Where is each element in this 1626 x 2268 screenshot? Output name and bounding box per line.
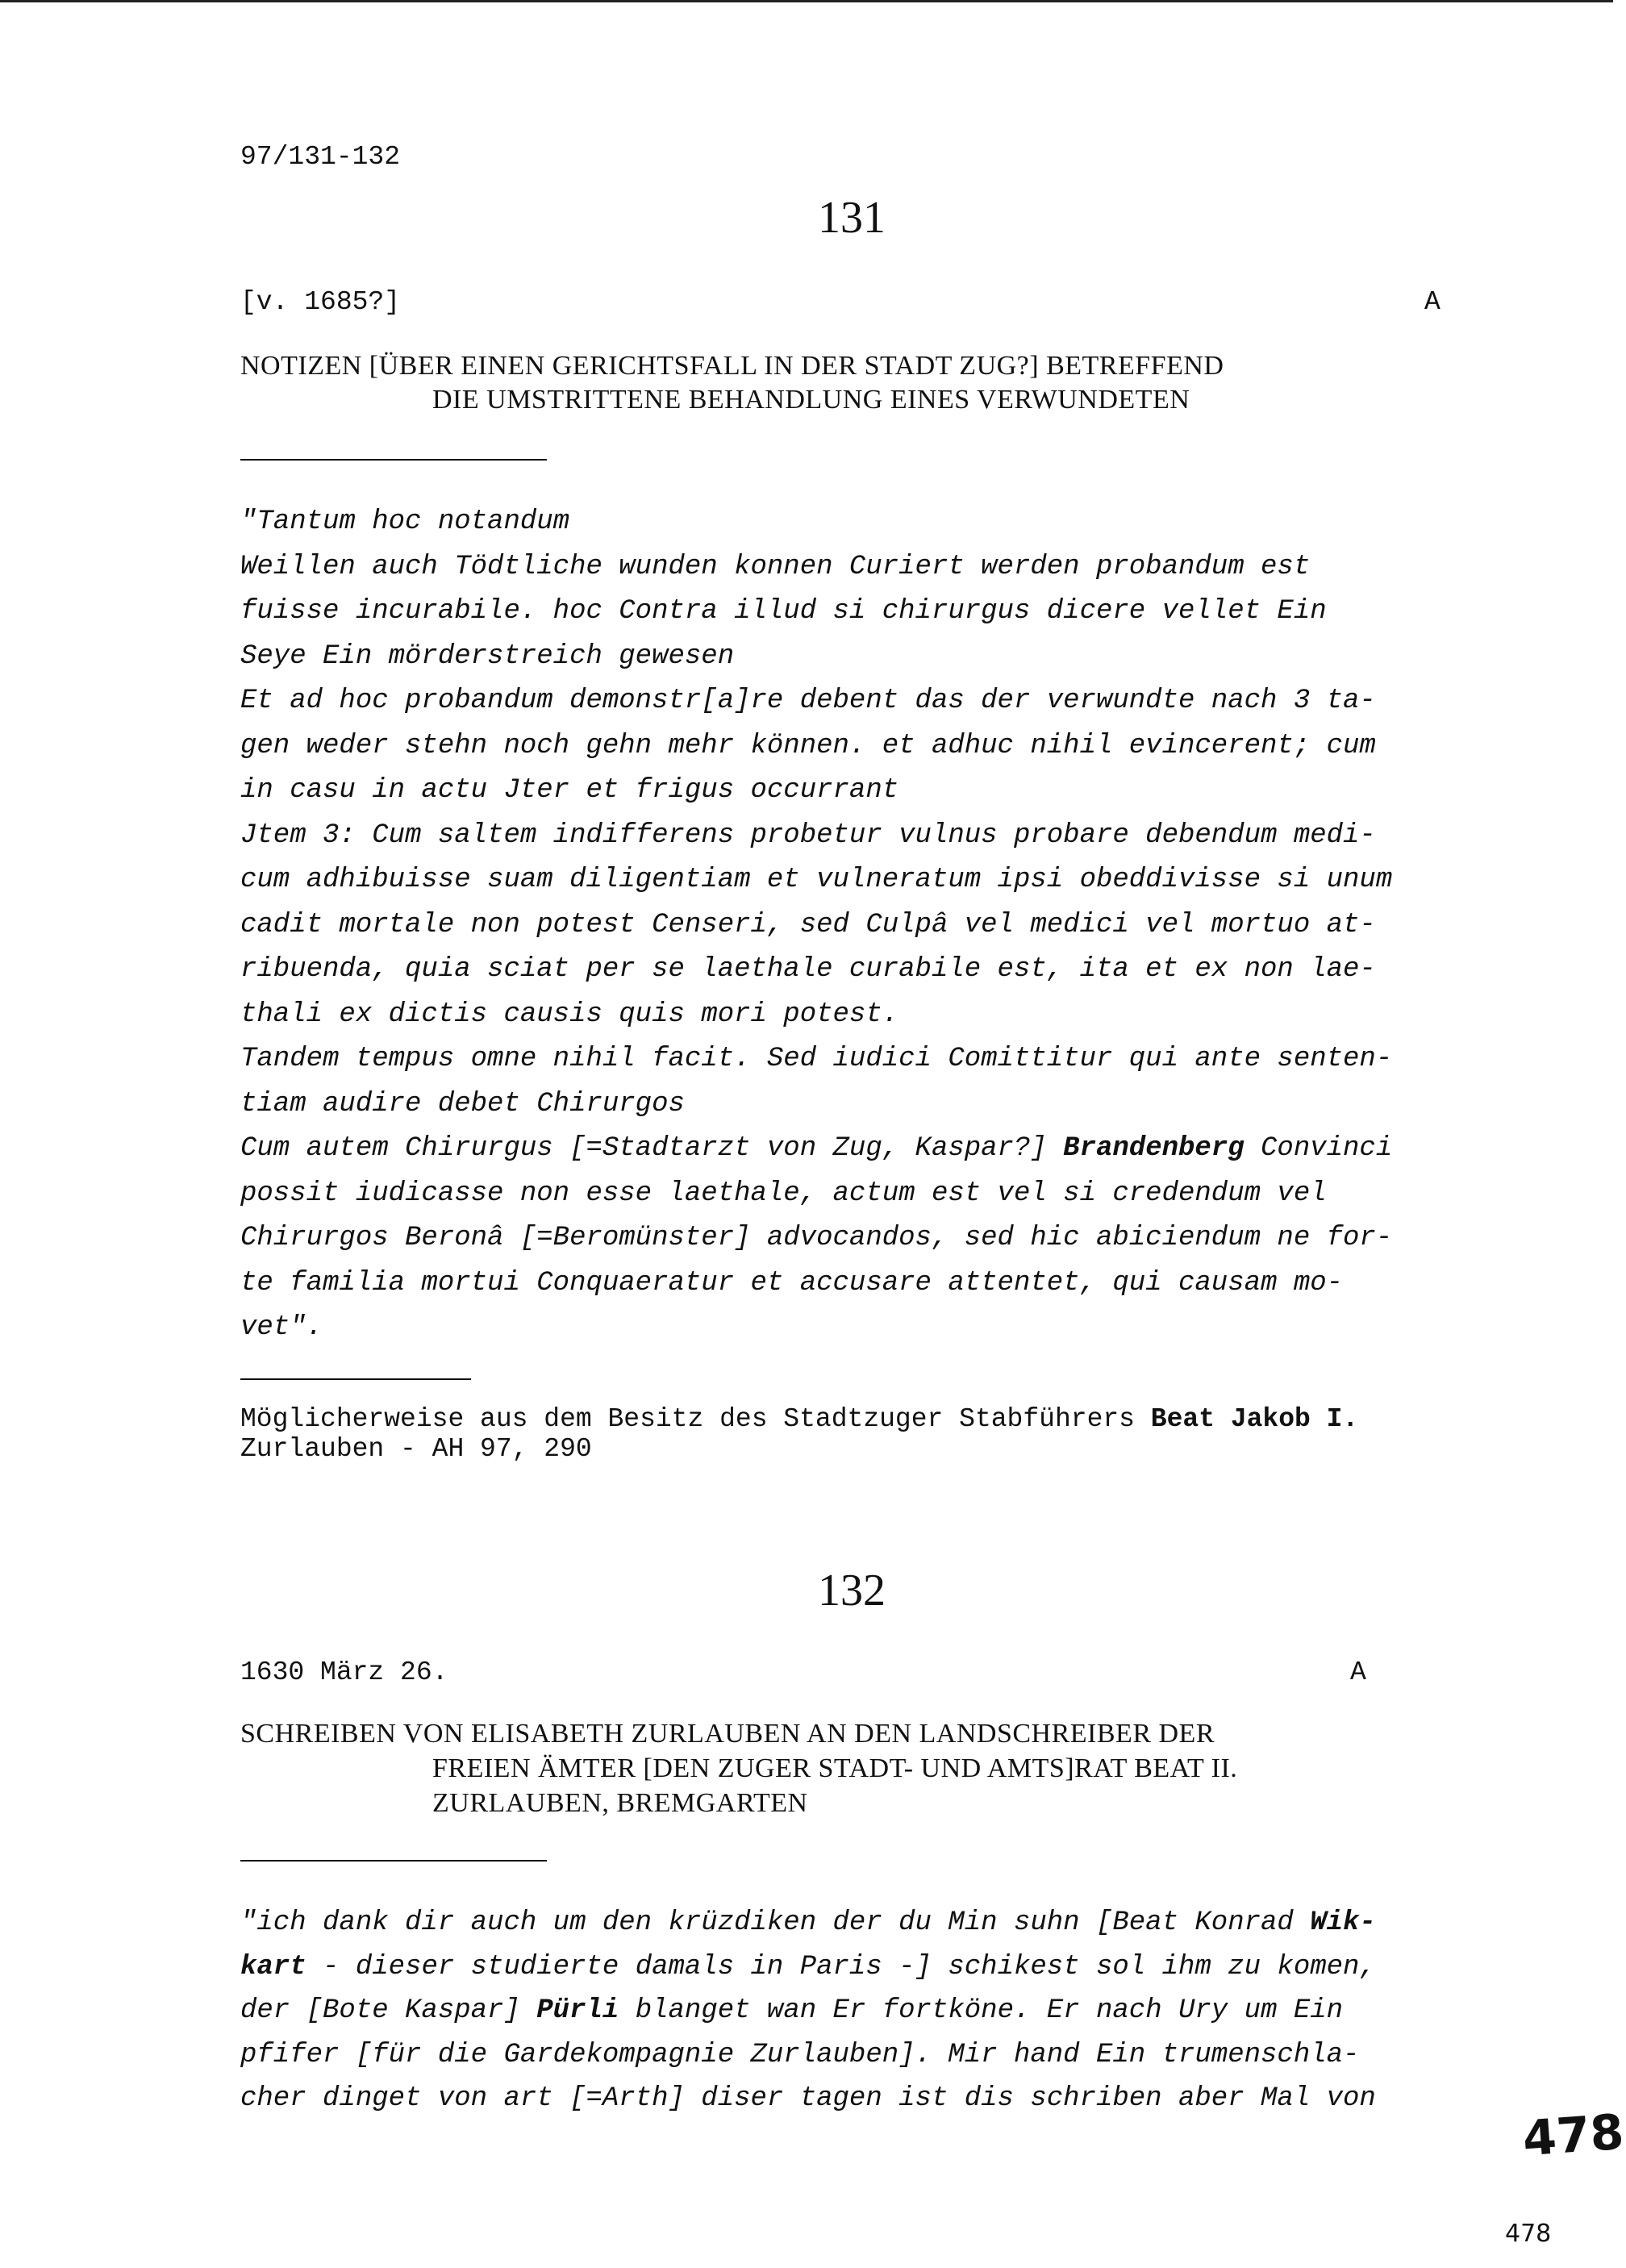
quote-text: der [Bote Kaspar] [240,1995,537,2026]
quote-text: Cum autem Chirurgus [=Stadtarzt von Zug, Kaspar?] [240,1133,1064,1164]
entry-number-131: 131 [818,193,886,243]
quote-text: blanget wan Er fortköne. Er nach Ury um Ein [619,1995,1344,2026]
entry-131-title-line2: DIE UMSTRITTENE BEHANDLUNG EINES VERWUNDETEN [432,385,1190,415]
quote-text: "ich dank dir auch um den krüzdiken der du Min suhn [Beat Konrad [240,1907,1311,1938]
quote-line: tiam audire debet Chirurgos [240,1088,685,1119]
entry-132-title-line3: ZURLAUBEN, BREMGARTEN [432,1788,808,1818]
entry-131-title-line1: NOTIZEN [ÜBER EINEN GERICHTSFALL IN DER STADT ZUG?] BETREFFEND [240,351,1224,381]
entry-132-title-line1: SCHREIBEN VON ELISABETH ZURLAUBEN AN DEN LANDSCHREIBER DER [240,1719,1215,1749]
file-reference: 97/131-132 [240,142,401,172]
person-name-wikkart: Wik- [1310,1907,1376,1938]
quote-line: vet". [240,1312,323,1343]
quote-text: Convinci [1244,1133,1393,1164]
quote-line [240,1945,1376,1990]
entry-131-date: [v. 1685?] [240,287,401,317]
quote-line: Tandem tempus omne nihil facit. Sed iudici Comittitur qui ante senten- [240,1044,1393,1074]
entry-132-title-line2: FREIEN ÄMTER [DEN ZUGER STADT- UND AMTS]RAT BEAT II. [432,1753,1238,1783]
quote-line: gen weder stehn noch gehn mehr können. et adhuc nihil evincerent; cum [240,730,1376,761]
entry-131-marker: A [1424,287,1440,317]
person-name-brandenberg: Brandenberg [1063,1133,1245,1164]
quote-line: "Tantum hoc notandum [240,507,570,537]
entry-132-marker: A [1350,1657,1366,1687]
quote-line: Chirurgos Beronâ [=Beromünster] advocandos, sed hic abiciendum ne for- [240,1223,1393,1253]
quote-line [240,1127,1392,1172]
quote-line: cadit mortale non potest Censeri, sed Culpâ vel medici vel mortuo at- [240,909,1376,940]
quote-line: possit iudicasse non esse laethale, actum est vel si credendum vel [240,1178,1327,1209]
entry-132-date: 1630 März 26. [240,1657,448,1687]
person-name-beat-jakob: Beat Jakob I. [1150,1404,1359,1434]
quote-line: Jtem 3: Cum saltem indifferens probetur vulnus probare debendum medi- [240,819,1376,851]
quote-line: Seye Ein mörderstreich gewesen [240,640,735,672]
quote-line: thali ex dictis causis quis mori potest. [240,999,899,1030]
person-name-puerli: Pürli [536,1995,619,2026]
quote-line [240,1989,1376,2033]
quote-line: cum adhibuisse suam diligentiam et vulneratum ipsi obeddivisse si unum [240,865,1393,895]
quote-line: cher dinget von art [=Arth] diser tagen ist dis schriben aber Mal von [240,2083,1376,2114]
separator-rule [240,1378,471,1380]
quote-line: Weillen auch Tödtliche wunden konnen Curiert werden probandum est [240,551,1311,582]
handwritten-page-number: 478 [1520,2103,1626,2168]
quote-line: fuisse incurabile. hoc Contra illud si chirurgus dicere vellet Ein [240,596,1327,627]
quote-text: - dieser studierte damals in Paris -] schikest sol ihm zu komen, [306,1951,1376,1982]
quote-line [240,1901,1376,1945]
handwritten-page-number-small: 478 [1505,2220,1552,2248]
quote-line: in casu in actu Jter et frigus occurrant [240,775,899,806]
entry-131-quote [240,500,1392,1351]
separator-rule [240,1860,547,1862]
quote-line: te familia mortui Conquaeratur et accusare attentet, qui causam mo- [240,1267,1344,1299]
entry-number-132: 132 [818,1566,886,1616]
note-text: Möglicherweise aus dem Besitz des Stadtzuger Stabführers [240,1404,1151,1434]
entry-132-quote [240,1901,1376,2121]
separator-rule [240,459,547,461]
entry-131-note-line1 [240,1403,1358,1436]
quote-line: Et ad hoc probandum demonstr[a]re debent das der verwundte nach 3 ta- [240,686,1376,716]
person-name-wikkart: kart [240,1951,306,1982]
entry-131-note-line2: Zurlauben - AH 97, 290 [240,1434,592,1464]
quote-line: pfifer [für die Gardekompagnie Zurlauben]. Mir hand Ein trumenschla- [240,2039,1360,2070]
quote-line: ribuenda, quia sciat per se laethale curabile est, ita et ex non lae- [240,954,1376,985]
scan-top-edge [0,0,1613,2]
